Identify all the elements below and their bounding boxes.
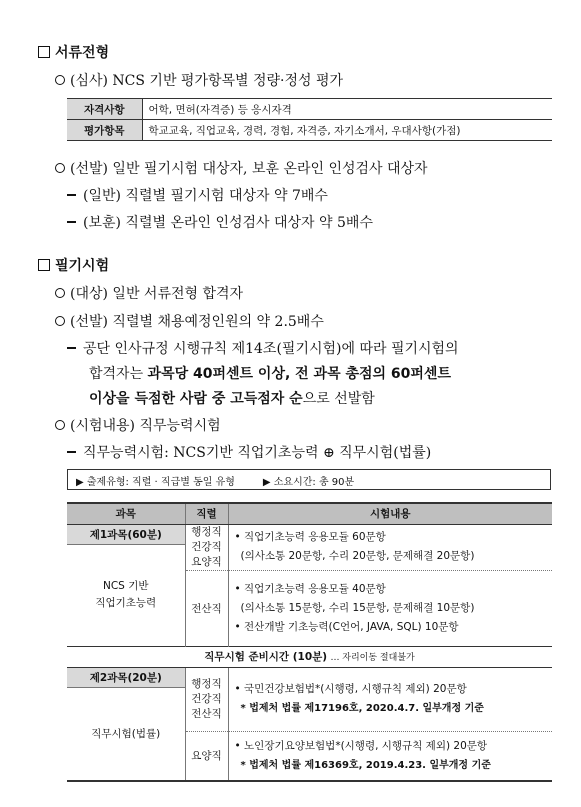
exam-sub-rule-line2: 합격자는 과목당 40퍼센트 이상, 전 과목 총점의 60퍼센트	[89, 366, 451, 382]
group1-content: • 직업기초능력 응용모듈 60문항 (의사소통 20문항, 수리 20문항, 문제해결 20문항)	[228, 524, 552, 570]
subject2-title: 제2과목(20분)	[67, 667, 185, 687]
dash-bullet-icon	[67, 194, 76, 196]
table-row	[67, 120, 552, 141]
criteria-key: 자격사항	[67, 99, 142, 120]
section-title-document-screening: 서류전형	[38, 42, 109, 62]
screening-item-selection: (선발) 일반 필기시험 대상자, 보훈 온라인 인성검사 대상자	[55, 158, 428, 178]
exam-sub-ability: 직무능력시험: NCS기반 직업기초능력 ⊕ 직무시험(법률)	[67, 442, 431, 462]
section-title-written-exam: 필기시험	[38, 255, 109, 275]
exam-item-target: (대상) 일반 서류전형 합격자	[55, 283, 243, 303]
exam-sub-rule-line1: 공단 인사규정 시행규칙 제14조(필기시험)에 따라 필기시험의	[67, 338, 459, 358]
header-job: 직렬	[185, 503, 228, 524]
table-row	[67, 646, 552, 667]
square-bullet-icon	[38, 46, 50, 58]
dash-bullet-icon	[67, 221, 76, 223]
screening-sub-general: (일반) 직렬별 필기시험 대상자 약 7배수	[67, 185, 328, 205]
screening-criteria-table	[67, 98, 552, 141]
exam-sub-rule-line3: 이상을 득점한 사람 중 고득점자 순으로 선발함	[89, 391, 375, 407]
criteria-value: 학교교육, 직업교육, 경력, 경험, 자격증, 자기소개서, 우대사항(가점)	[142, 120, 552, 141]
group2-job: 전산직	[185, 570, 228, 646]
table-row	[67, 524, 552, 544]
screening-item-review: (심사) NCS 기반 평가항목별 정량·정성 평가	[55, 70, 343, 90]
group3-jobs: 행정직 건강직 전산직	[185, 667, 228, 731]
table-row	[67, 99, 552, 120]
criteria-value: 어학, 면허(자격증) 등 응시자격	[142, 99, 552, 120]
circle-bullet-icon	[55, 316, 65, 326]
group2-content: • 직업기초능력 응용모듈 40문항 (의사소통 15문항, 수리 15문항, 문제해결 10문항) • 전산개발 기초능력(C언어, JAVA, SQL) 10문항	[228, 570, 552, 646]
subject2-name: 직무시험(법률)	[67, 687, 185, 781]
square-bullet-icon	[38, 259, 50, 271]
circle-bullet-icon	[55, 288, 65, 298]
group4-content: • 노인장기요양보험법*(시행령, 시행규칙 제외) 20문항 * 법제처 법률 제16369호, 2019.4.23. 일부개정 기준	[228, 731, 552, 781]
group4-job: 요양직	[185, 731, 228, 781]
table-row	[67, 667, 552, 687]
subject1-title: 제1과목(60분)	[67, 524, 185, 544]
group3-content: • 국민건강보험법*(시행령, 시행규칙 제외) 20문항 * 법제처 법률 제17196호, 2020.4.7. 일부개정 기준	[228, 667, 552, 731]
exam-item-content: (시험내용) 직무능력시험	[55, 415, 221, 435]
circle-bullet-icon	[55, 163, 65, 173]
header-subject: 과목	[67, 503, 185, 524]
circle-bullet-icon	[55, 420, 65, 430]
exam-info-box: ▶ 출제유형: 직렬 · 직급별 동일 유형 ▶ 소요시간: 총 90분	[67, 469, 551, 490]
criteria-key: 평가항목	[67, 120, 142, 141]
table-header-row	[67, 503, 552, 524]
exam-structure-table	[67, 502, 552, 782]
group1-jobs: 행정직 건강직 요양직	[185, 524, 228, 570]
circle-bullet-icon	[55, 75, 65, 85]
prep-time-row: 직무시험 준비시간 (10분) … 자리이동 절대불가	[67, 646, 552, 667]
screening-sub-veterans: (보훈) 직렬별 온라인 인성검사 대상자 약 5배수	[67, 212, 373, 232]
dash-bullet-icon	[67, 451, 76, 453]
dash-bullet-icon	[67, 347, 76, 349]
exam-item-selection: (선발) 직렬별 채용예정인원의 약 2.5배수	[55, 311, 324, 331]
subject1-name: NCS 기반 직업기초능력	[95, 580, 157, 609]
header-content: 시험내용	[228, 503, 552, 524]
